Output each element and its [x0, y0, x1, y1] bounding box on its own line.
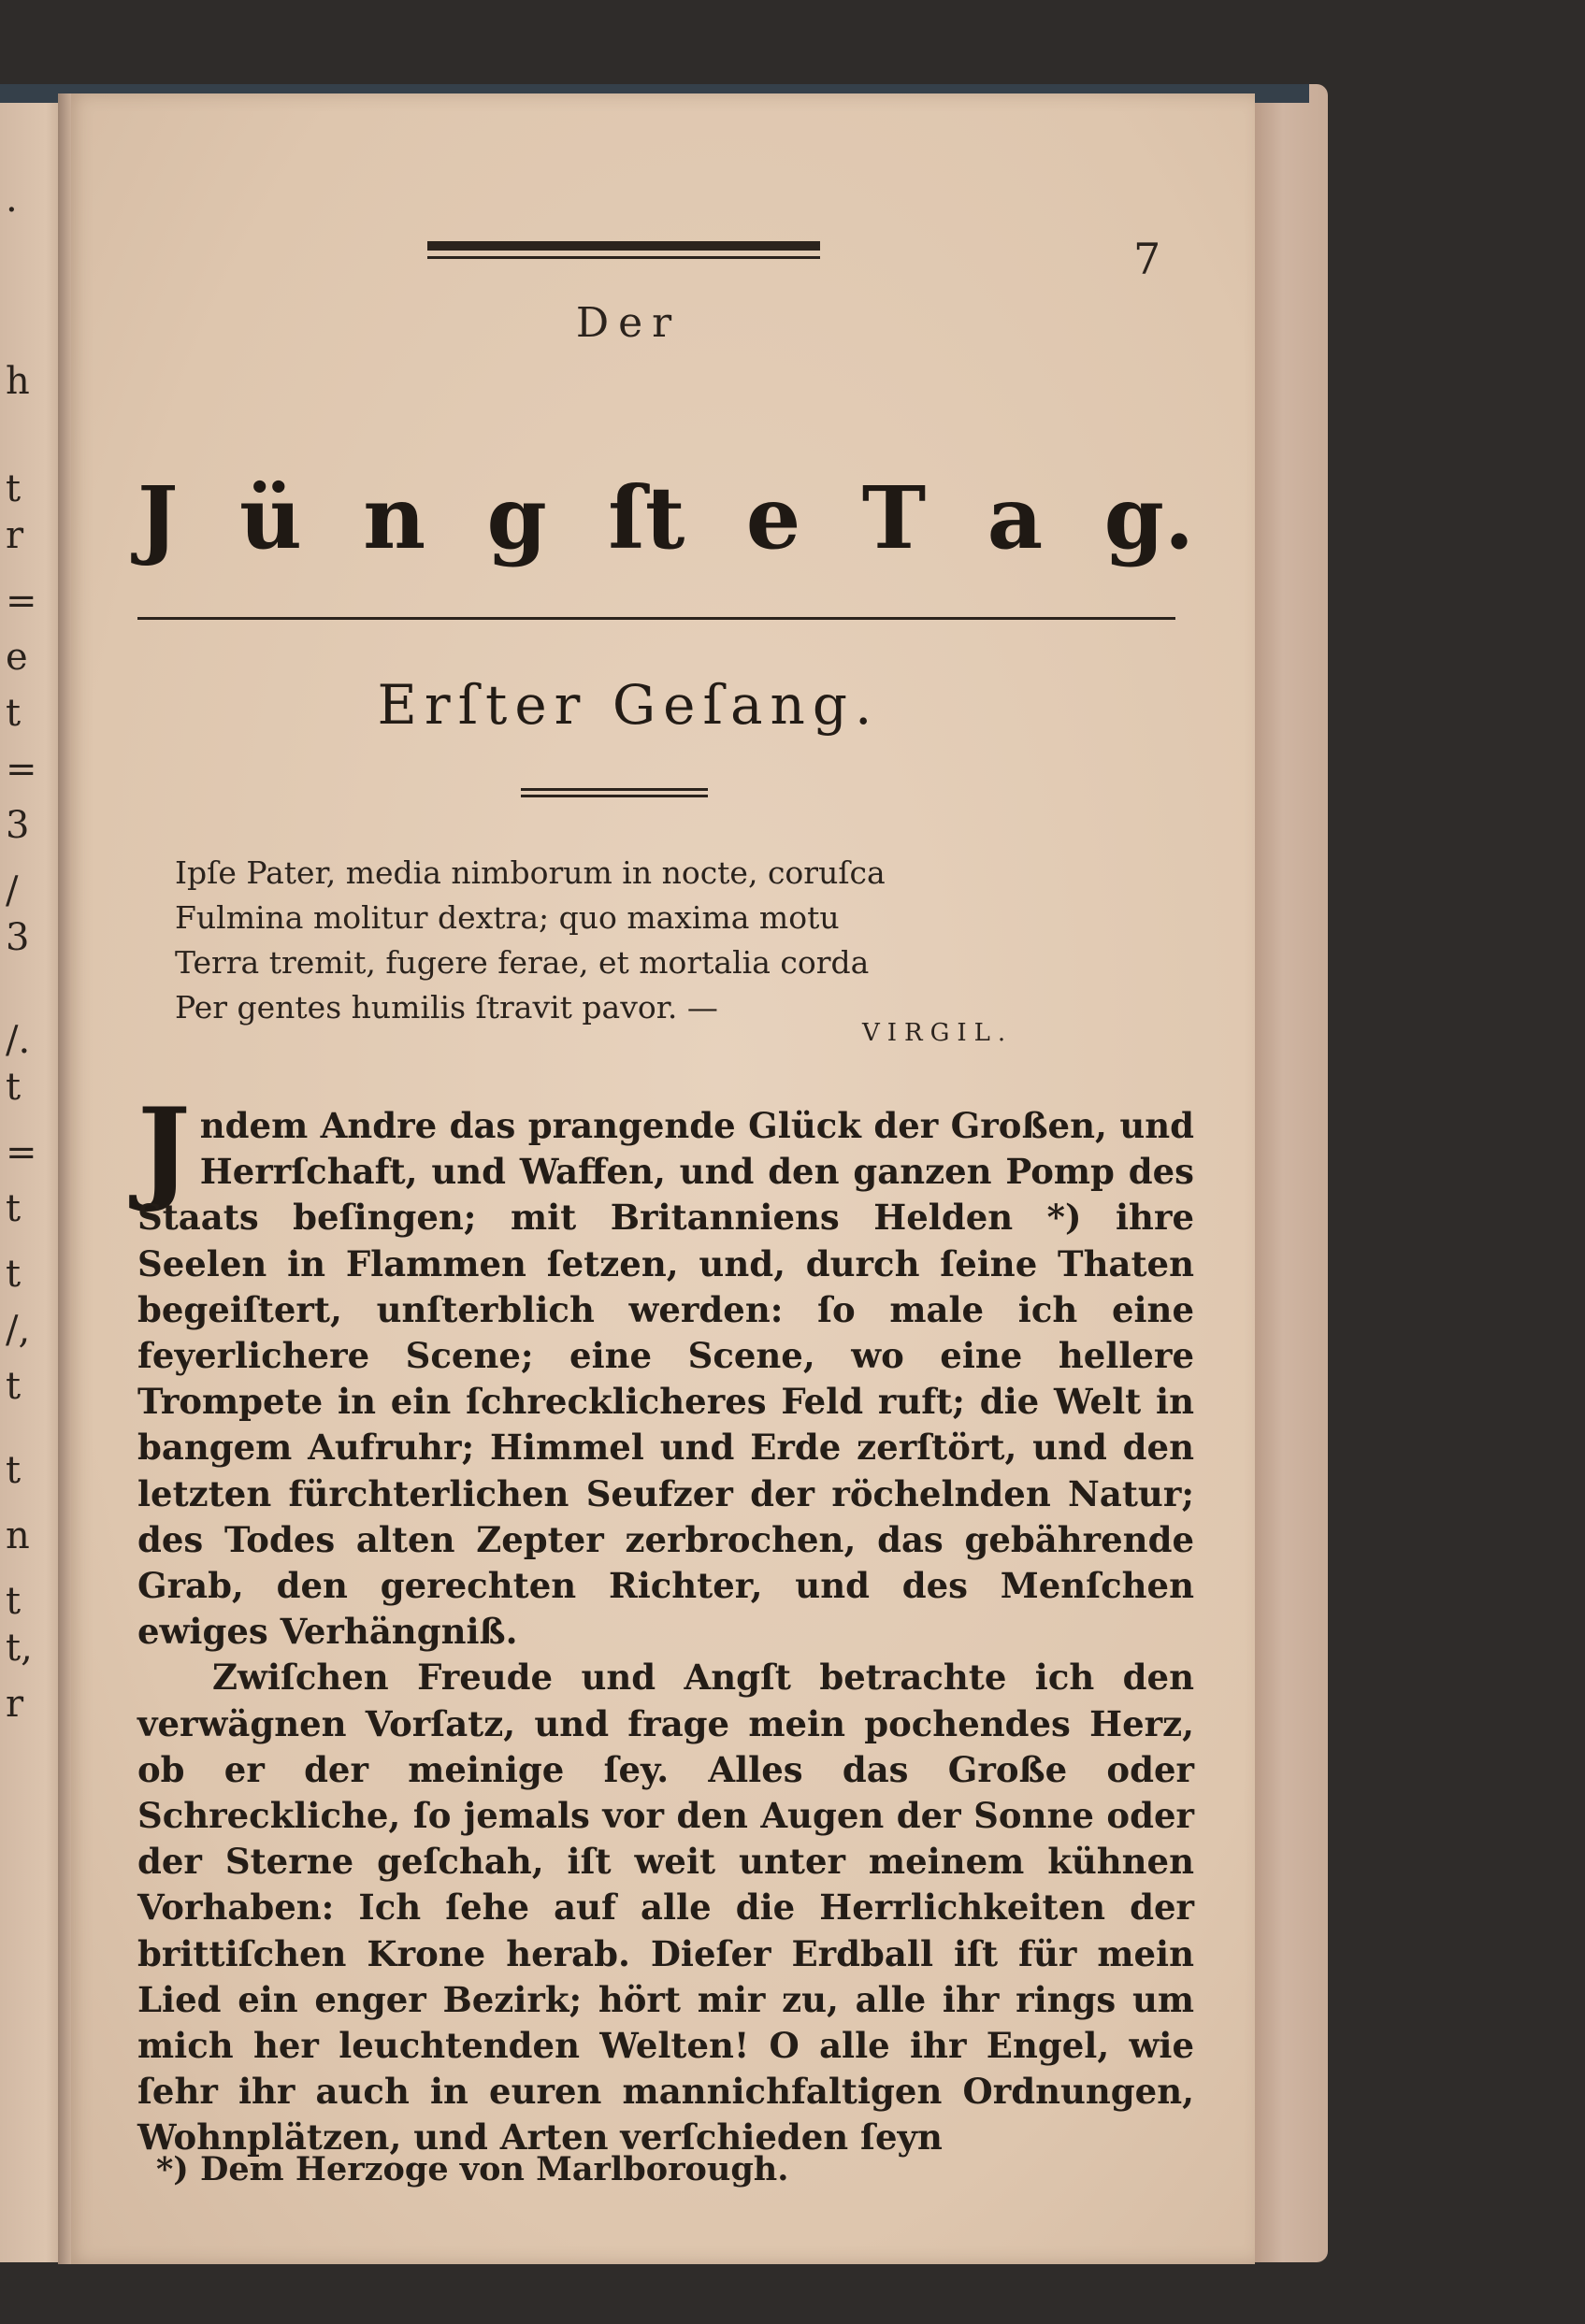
book-page: [67, 93, 1255, 2264]
paragraph: [137, 1083, 1194, 1655]
title-letter: T: [861, 467, 927, 568]
drop-cap: J: [137, 1083, 191, 1215]
margin-fragment: =: [6, 748, 37, 791]
margin-fragment: 3: [6, 804, 30, 847]
margin-fragment: t: [6, 1187, 22, 1230]
page-title: [137, 467, 1194, 568]
margin-fragment: /.: [6, 1019, 31, 1062]
margin-fragment: t: [6, 1253, 22, 1296]
section-rule: [521, 788, 708, 791]
page-content: [67, 93, 1255, 2264]
top-ornament-rule: [427, 241, 820, 251]
top-ornament-rule-thin: [427, 256, 820, 259]
previous-page: [0, 93, 65, 2262]
title-letter: J: [137, 467, 179, 568]
body-text: [137, 1083, 1194, 2161]
section-rule: [521, 795, 708, 797]
title-letter: g.: [1103, 467, 1194, 568]
margin-fragment: t: [6, 1365, 22, 1408]
margin-fragment: t: [6, 1580, 22, 1623]
title-letter: g: [486, 467, 547, 568]
margin-fragment: r: [6, 514, 24, 557]
title-letter: a: [987, 467, 1044, 568]
margin-fragment: t: [6, 1066, 22, 1109]
page-number: 7: [1133, 234, 1161, 284]
paragraph-text: ndem Andre das prangende Glück der Großen, und Herrſchaft, und Waffen, und den ganzen Pomp des Staats beſingen; mit Britanniens Helden *) ihre Seelen in Flammen ſetzen, und, durch ſeine Thaten begeiſtert, unſterblich werden: ſo male ich eine feyerlichere Scene; eine Scene, wo eine hellere Trompete in ein ſchrecklicheres Feld ruft; die Welt in bangem Aufruhr; Himmel und Erde zerſtört, und den letzten fürchterlichen Seufzer der röchelnden Natur; des Todes alten Zepter zerbrochen, das gebährende Grab, den gerechten Richter, und des Menſchen ewiges Verhängniß.: [137, 1105, 1194, 1653]
epigraph-line: Terra tremit, fugere ferae, et mortalia corda: [175, 944, 870, 981]
margin-fragment: r: [6, 1683, 24, 1726]
page-gutter: [58, 93, 71, 2264]
footnote: *) Dem Herzoge von Marlborough.: [156, 2150, 789, 2188]
epigraph-line: Ipſe Pater, media nimborum in nocte, coruſca: [175, 854, 886, 891]
title-letter: e: [745, 467, 801, 568]
margin-fragment: .: [6, 178, 18, 221]
margin-fragment: t,: [6, 1627, 33, 1670]
margin-fragment: t: [6, 1449, 22, 1492]
title-rule: [137, 617, 1175, 620]
margin-fragment: /: [6, 869, 19, 912]
epigraph-line: Per gentes humilis ſtravit pavor. —: [175, 989, 718, 1026]
margin-fragment: =: [6, 580, 37, 623]
section-title: Erſter Geſang.: [377, 673, 880, 737]
title-letter: n: [363, 467, 426, 568]
margin-fragment: e: [6, 636, 28, 679]
paragraph: Zwiſchen Freude und Angſt betrachte ich den verwägnen Vorſatz, und frage mein pochendes Herz, ob er der meinige ſey. Alles das Große oder Schreckliche, ſo jemals vor den Augen der Sonne oder der Sterne geſchah, iſt weit unter meinem kühnen Vorhaben: Ich ſehe auf alle die Herrlichkeiten der brittiſchen Krone herab. Dieſer Erdball iſt für mein Lied ein enger Bezirk; hört mir zu, alle ihr rings um mich her leuchtenden Welten! O alle ihr Engel, wie ſehr ihr auch in euren mannichfaltigen Ordnungen, Wohnplätzen, und Arten verſchieden ſeyn: [137, 1657, 1194, 2159]
title-letter: ſt: [608, 467, 685, 568]
margin-fragment: /,: [6, 1309, 31, 1352]
book-edge: [1253, 84, 1328, 2262]
margin-fragment: =: [6, 1131, 37, 1174]
pre-title: Der: [575, 299, 682, 347]
epigraph-line: Fulmina molitur dextra; quo maxima motu: [175, 899, 840, 936]
epigraph-attribution: VIRGIL.: [862, 1019, 1014, 1047]
title-letter: ü: [238, 467, 302, 568]
margin-fragment: t: [6, 692, 22, 735]
margin-fragment: h: [6, 360, 30, 403]
epigraph: [175, 851, 1110, 1030]
margin-fragment: 3: [6, 916, 30, 959]
margin-fragment: t: [6, 467, 22, 510]
margin-fragment: n: [6, 1514, 30, 1557]
